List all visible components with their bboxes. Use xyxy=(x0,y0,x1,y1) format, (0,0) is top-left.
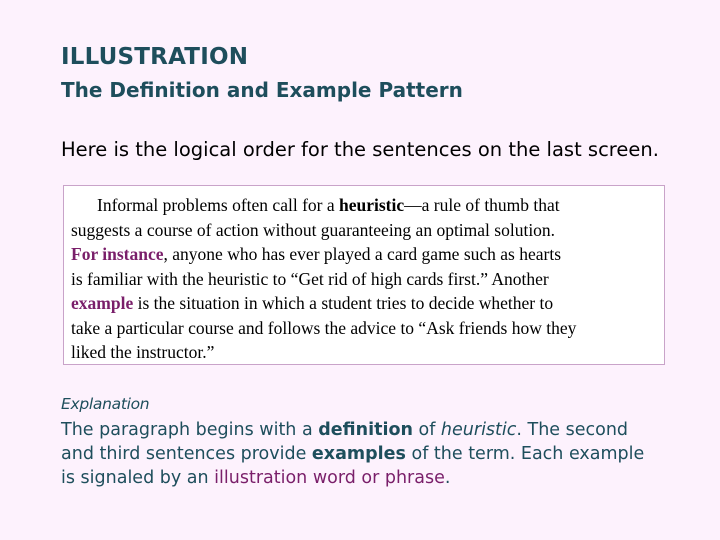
paragraph-text: , anyone who has ever played a card game such as hearts xyxy=(163,244,562,264)
explanation-fragment: . xyxy=(444,468,451,488)
paragraph-line-1 xyxy=(71,193,654,218)
explanation-fragment: . The second xyxy=(516,420,629,440)
paragraph-line-3 xyxy=(71,242,654,267)
paragraph-line-2: suggests a course of action without guaranteeing an optimal solution. xyxy=(71,219,556,240)
paragraph-line-4: is familiar with the heuristic to “Get rid of high cards first.” Another xyxy=(71,268,549,289)
paragraph-text: is the situation in which a student tries to decide whether to xyxy=(133,293,554,313)
keyword-definition: definition xyxy=(318,420,413,440)
explanation-fragment: of xyxy=(412,420,441,440)
term-heuristic: heuristic xyxy=(339,195,405,215)
explanation-fragment: of the term. Each example xyxy=(405,444,645,464)
keyword-illustration-phrase: illustration word or phrase xyxy=(214,468,445,488)
term-heuristic-italic: heuristic xyxy=(440,420,517,440)
paragraph-text: —a rule of thumb that xyxy=(404,195,560,215)
page-subtitle: The Definition and Example Pattern xyxy=(61,78,463,102)
keyword-examples: examples xyxy=(311,444,406,464)
explanation-fragment: The paragraph begins with a xyxy=(61,420,319,440)
explanation-heading: Explanation xyxy=(61,395,150,413)
explanation-line-1 xyxy=(61,418,644,442)
signal-phrase-for-instance: For instance xyxy=(71,244,164,264)
paragraph-text: Informal problems often call for a xyxy=(97,195,339,215)
example-paragraph-box xyxy=(63,185,665,365)
paragraph-line-7: liked the instructor.” xyxy=(71,342,215,362)
page-title: ILLUSTRATION xyxy=(61,44,249,70)
explanation-fragment: and third sentences provide xyxy=(61,444,312,464)
paragraph-line-5 xyxy=(71,291,654,316)
intro-text: Here is the logical order for the sentences on the last screen. xyxy=(61,138,659,161)
paragraph-line-6: take a particular course and follows the advice to “Ask friends how they xyxy=(71,317,577,338)
explanation-fragment: is signaled by an xyxy=(61,468,215,488)
explanation-line-3 xyxy=(61,466,644,490)
explanation-text xyxy=(61,418,644,490)
explanation-line-2 xyxy=(61,442,644,466)
signal-word-example: example xyxy=(71,293,134,313)
